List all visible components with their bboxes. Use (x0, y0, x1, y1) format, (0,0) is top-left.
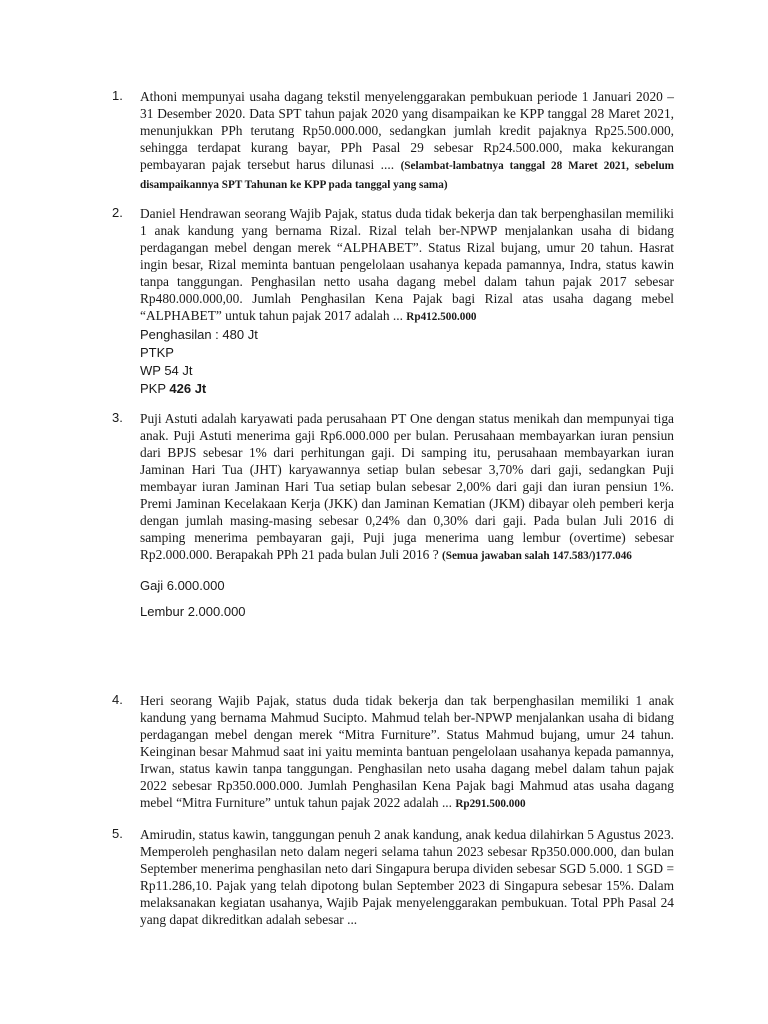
question-text (140, 410, 674, 565)
note-pkp (140, 380, 674, 398)
answer-note: Rp291.500.000 (455, 798, 526, 810)
note-penghasilan: Penghasilan : 480 Jt (140, 327, 258, 342)
question-text (140, 205, 674, 326)
note-wp: WP 54 Jt (140, 363, 193, 378)
question-text (140, 88, 674, 194)
question-number: 5. (112, 826, 123, 841)
note-lembur: Lembur 2.000.000 (140, 604, 246, 619)
handwritten-notes (140, 573, 674, 625)
note-pkp-value: 426 Jt (169, 381, 207, 396)
question-body: Heri seorang Wajib Pajak, status duda tidak bekerja dan tak berpenghasilan memiliki 1 anak kandung yang bernama Mahmud Sucipto. Mahmud telah ber-NPWP menjalankan usaha di bidang perdagangan mebel dengan merek “Mitra Furniture”. Status Mahmud bujang, umur 24 tahun. Keinginan besar Mahmud saat ini yaitu meminta bantuan pengelolaan usahanya kepada pamannya, Irwan, status kawin tanpa tanggungan. Penghasilan neto usaha dagang mebel dalam tahun pajak 2022 sebesar Rp350.000.000. Jumlah Penghasilan Kena Pajak bagi Mahmud atas usaha dagang mebel “Mitra Furniture” untuk tahun pajak 2022 adalah ... (140, 693, 674, 810)
question-number: 4. (112, 692, 123, 707)
question-number: 3. (112, 410, 123, 425)
note-ptkp: PTKP (140, 345, 174, 360)
question-5 (112, 826, 674, 928)
answer-note: (Selambat-lambatnya tanggal 28 Maret 2021, sebelum disampaikannya SPT Tahunan ke KPP pada tanggal yang sama) (140, 160, 674, 191)
question-number: 1. (112, 88, 123, 103)
answer-note: Rp412.500.000 (406, 311, 477, 323)
question-4 (112, 692, 674, 813)
question-1 (112, 88, 674, 194)
question-body: Athoni mempunyai usaha dagang tekstil menyelenggarakan pembukuan periode 1 Januari 2020 – 31 Desember 2020. Data SPT tahun pajak 2020 yang disampaikan ke KPP tanggal 28 Maret 2021, menunjukkan PPh terutang Rp50.000.000, sedangkan jumlah kredit pajaknya Rp25.500.000, sehingga terdapat kurang bayar, PPh Pasal 29 sebesar Rp24.500.000, maka kekurangan pembayaran pajak tersebut harus dilunasi .... (140, 89, 674, 172)
question-2 (112, 205, 674, 398)
question-3 (112, 410, 674, 625)
note-pkp-label: PKP (140, 381, 170, 396)
question-text (140, 692, 674, 813)
note-gaji: Gaji 6.000.000 (140, 578, 225, 593)
answer-note: (Semua jawaban salah 147.583/)177.046 (442, 550, 632, 562)
question-text (140, 826, 674, 928)
handwritten-notes (140, 326, 674, 398)
question-body: Daniel Hendrawan seorang Wajib Pajak, status duda tidak bekerja dan tak berpenghasilan memiliki 1 anak kandung yang bernama Rizal. Rizal telah ber-NPWP menjalankan usaha di bidang perdagangan mebel dengan merek “ALPHABET”. Status Rizal bujang, umur 20 tahun. Hasrat ingin besar, Rizal meminta bantuan pengelolaan usahanya kepada pamannya, Indra, status kawin tanpa tanggungan. Penghasilan netto usaha dagang mebel dalam tahun pajak 2017 sebesar Rp480.000.000,00. Jumlah Penghasilan Kena Pajak bagi Rizal atas usaha dagang mebel “ALPHABET” untuk tahun pajak 2017 adalah ... (140, 206, 674, 323)
question-body: Amirudin, status kawin, tanggungan penuh 2 anak kandung, anak kedua dilahirkan 5 Agustus 2023. Memperoleh penghasilan neto dalam negeri selama tahun 2023 sebesar Rp350.000.000, dan bulan September menerima penghasilan neto dari Singapura berupa dividen sebesar SGD 5.000. 1 SGD = Rp11.286,10. Pajak yang telah dipotong bulan September 2023 di Singapura sebesar 15%. Dalam melaksanakan kegiatan usahanya, Wajib Pajak menyelenggarakan pembukuan. Total PPh Pasal 24 yang dapat dikreditkan adalah sebesar ... (140, 827, 674, 927)
question-number: 2. (112, 205, 123, 220)
question-body: Puji Astuti adalah karyawati pada perusahaan PT One dengan status menikah dan mempunyai tiga anak. Puji Astuti menerima gaji Rp6.000.000 per bulan. Perusahaan membayarkan iuran pensiun dari BPJS sebesar 1% dari perhitungan gaji. Di samping itu, perusahaan membayarkan iuran Jaminan Hari Tua (JHT) karyawannya setiap bulan sebesar 3,70% dari gaji, sedangkan Puji membayar iuran Jaminan Hari Tua setiap bulan sebesar 2,00% dari gaji dan iuran pensiun 1%. Premi Jaminan Kecelakaan Kerja (JKK) dan Jaminan Kematian (JKM) dibayar oleh pemberi kerja dengan jumlah masing-masing sebesar 0,24% dan 0,30% dari gaji. Pada bulan Juli 2016 di samping menerima pembayaran gaji, Puji juga menerima uang lembur (overtime) sebesar Rp2.000.000. Berapakah PPh 21 pada bulan Juli 2016 ? (140, 411, 674, 562)
